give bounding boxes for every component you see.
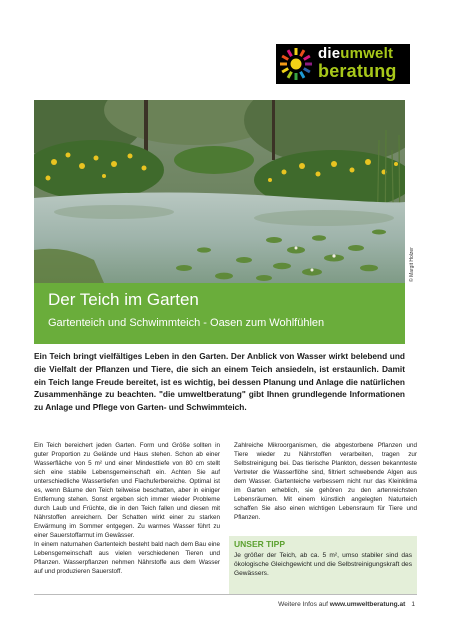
right-column: [234, 441, 417, 522]
left-column: [34, 441, 220, 576]
page-subtitle: Gartenteich und Schwimmteich - Oasen zum Wohlfühlen: [48, 317, 325, 329]
tip-box: [229, 536, 417, 595]
footer-url-link[interactable]: www.umweltberatung.at: [329, 601, 406, 608]
left-paragraph-1: Ein Teich bereichert jeden Garten. Form und Größe sollten in guter Proportion zu Gelände und Haus stehen. Schon ab einer Wasserfläche von 5 m² und einer Mindesttiefe von 80 cm stellt sich eine stabile Lebensgemeinschaft ein. Achten Sie auf unterschiedliche Wassertiefen und Flachuferbereiche. Optimal ist es, wenn Bäume den Teich teilweise beschatten, aber in einiger Entfernung stehen. Sonst ergeben sich immer wieder Probleme durch Laub und Früchte, die in den Teich fallen und diesen mit Nährstoffen anreichern. Der Schatten wirkt einer zu starken Erwärmung im Sommer entgegen. Zu warmes Wasser führt zu einer Sauerstoffarmut im Gewässer.: [34, 442, 220, 539]
title-band: [34, 283, 405, 344]
logo-word-beratung: beratung: [318, 61, 397, 81]
sun-logo-icon: [278, 46, 314, 82]
footer-prefix: Weitere Infos auf: [278, 601, 330, 608]
left-paragraph-2: In einem naturnahen Gartenteich besteht bald nach dem Bau eine Lebensgemeinschaft aus vielen verschiedenen Tieren und Pflanzen. Wasserpflanzen nehmen Nährstoffe aus dem Wasser auf und produzieren Sauerstoff.: [34, 541, 220, 575]
logo-word-umwelt: umwelt: [340, 45, 394, 62]
tip-title: UNSER TIPP: [234, 539, 286, 549]
right-paragraph-1: Zahlreiche Mikroorganismen, die abgestorbene Pflanzen und Tiere wieder zu Nährstoffen verarbeiten, tragen zur Selbstreinigung bei. Das tierische Plankton, dessen bekannteste Vertreter die Wasserflöhe sind, filtriert schwebende Algen aus dem Wasser. Gartenteiche verbessern nicht nur das Kleinklima im Garten erheblich, sie gehören zu den artenreichsten Lebensräumen. Mit einem künstlich angelegten Naturteich schaffen Sie also einen wichtigen Lebensraum für Tiere und Pflanzen.: [234, 442, 417, 521]
page-number: 1: [411, 601, 415, 608]
logo-word-die: die: [318, 45, 341, 62]
tip-text: Je größer der Teich, ab ca. 5 m², umso stabiler sind das ökologische Gleichgewicht und die Selbstreinigungskraft des Gewässers.: [234, 552, 412, 577]
umweltberatung-logo: [276, 44, 410, 84]
page-title: Der Teich im Garten: [48, 290, 199, 309]
footer-divider: [34, 594, 417, 595]
garden-pond-photo: [34, 100, 405, 283]
intro-paragraph: Ein Teich bringt vielfältiges Leben in den Garten. Der Anblick von Wasser wirkt belebend und die Vielfalt der Pflanzen und Tiere, die sich an einem Teich ansiedeln, ist erstaunlich. Damit ein Teich lange Freude bereitet, ist es wichtig, bei dessen Planung und Anlage die natürlichen Zusammenhänge zu beachten. "die umweltberatung" gibt Ihnen grundlegende Informationen zu Anlage und Pflege von Garten- und Schwimmteich.: [34, 351, 405, 413]
footer: [278, 601, 415, 608]
logo-line1: [318, 45, 393, 62]
photo-credit: © Margit Holzer: [409, 247, 415, 282]
